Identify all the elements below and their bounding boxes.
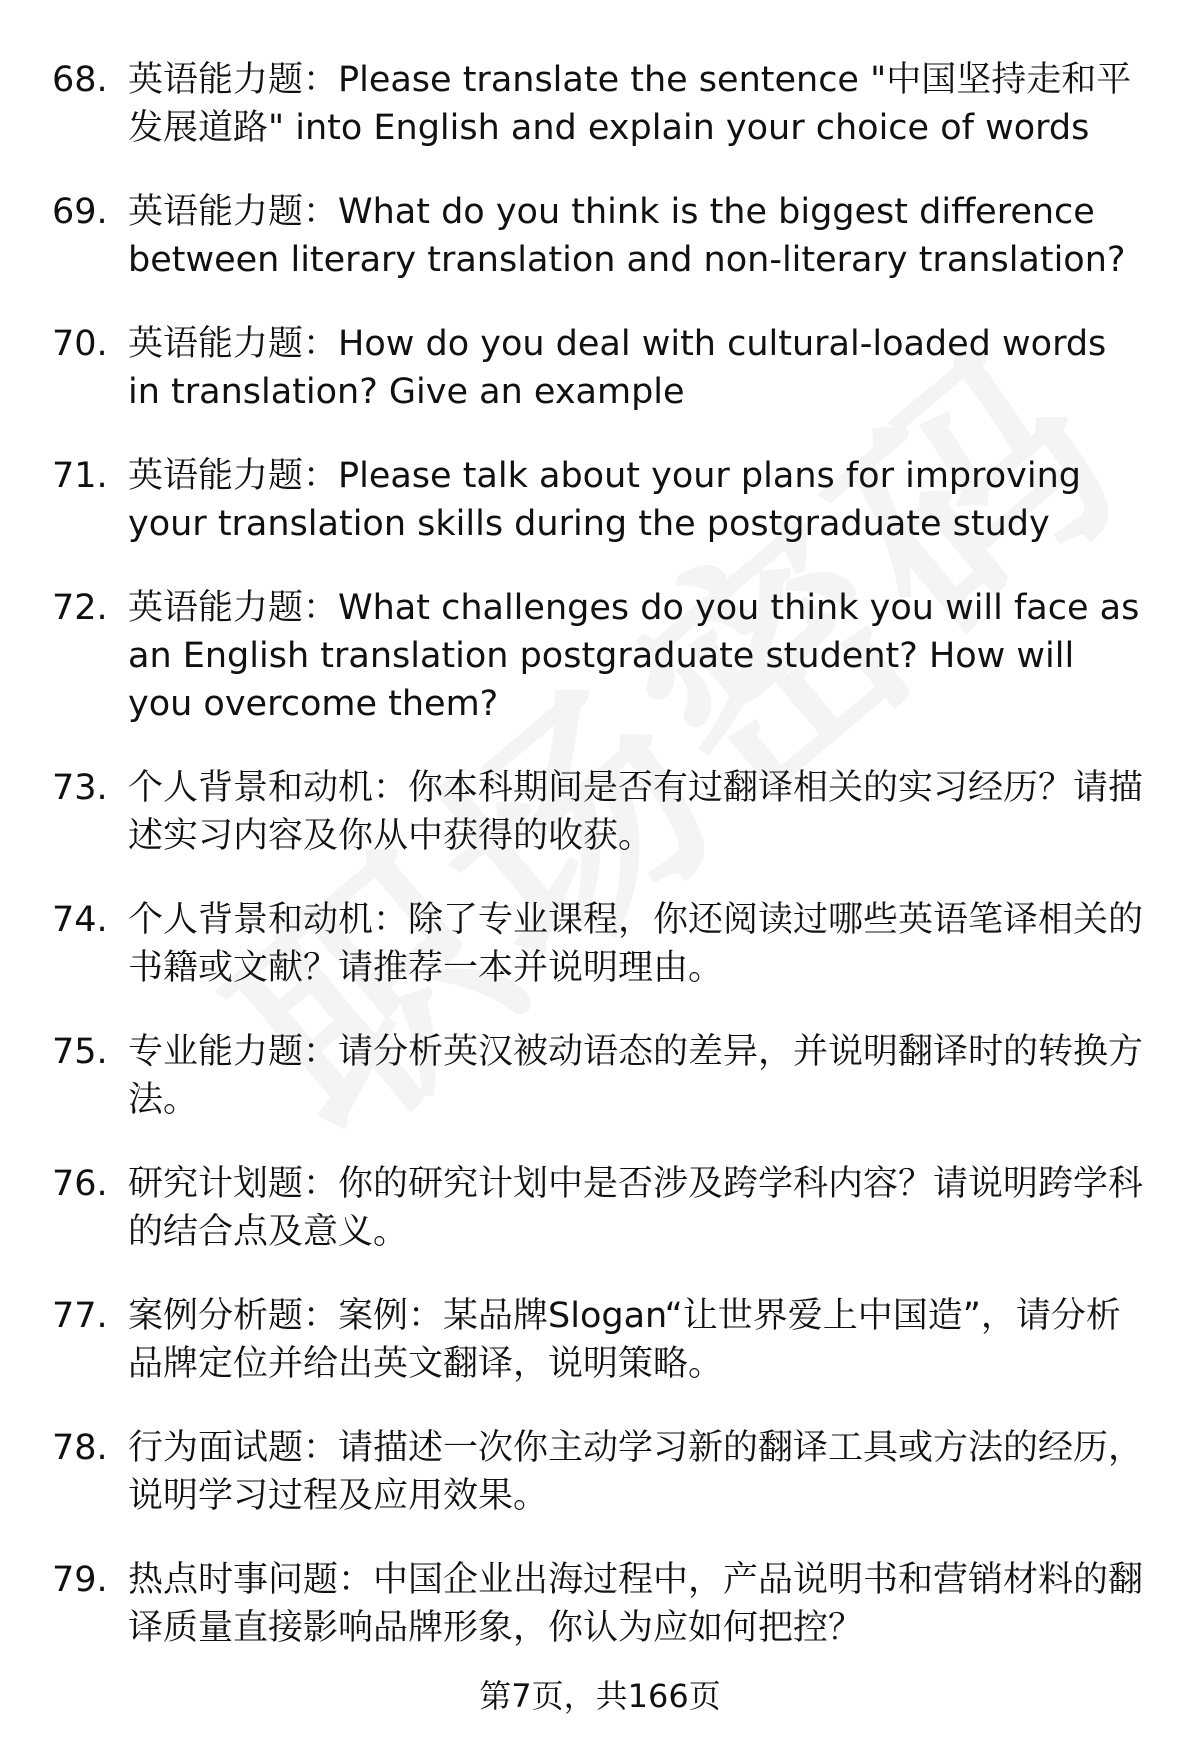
question-number: 72. <box>52 588 108 628</box>
question-text: 研究计划题：你的研究计划中是否涉及跨学科内容？请说明跨学科的结合点及意义。 <box>128 1164 1144 1252</box>
question-list <box>0 56 1200 1688</box>
question-text: 英语能力题：What challenges do you think you will face as an English translation postgraduate student? How will you overcome them? <box>128 588 1140 724</box>
question-text: 英语能力题：Please translate the sentence "中国坚持走和平发展道路" into English and explain your choice of words <box>128 60 1132 148</box>
question-item <box>0 584 1200 728</box>
question-number: 78. <box>52 1428 108 1468</box>
question-text: 案例分析题：案例：某品牌Slogan“让世界爱上中国造”，请分析品牌定位并给出英文翻译，说明策略。 <box>128 1296 1121 1384</box>
question-text: 行为面试题：请描述一次你主动学习新的翻译工具或方法的经历，说明学习过程及应用效果。 <box>128 1428 1144 1516</box>
question-text: 个人背景和动机：除了专业课程，你还阅读过哪些英语笔译相关的书籍或文献？请推荐一本并说明理由。 <box>128 900 1144 988</box>
question-text: 英语能力题：What do you think is the biggest difference between literary translation and non-literary translation? <box>128 192 1126 280</box>
question-item <box>0 320 1200 416</box>
question-item <box>0 1160 1200 1256</box>
question-number: 77. <box>52 1296 108 1336</box>
question-item <box>0 188 1200 284</box>
question-number: 69. <box>52 192 108 232</box>
question-text: 热点时事问题：中国企业出海过程中，产品说明书和营销材料的翻译质量直接影响品牌形象，你认为应如何把控？ <box>128 1560 1144 1648</box>
question-text: 英语能力题：Please talk about your plans for improving your translation skills during the postgraduate study <box>128 456 1082 544</box>
question-text: 英语能力题：How do you deal with cultural-loaded words in translation? Give an example <box>128 324 1107 412</box>
question-item <box>0 1424 1200 1520</box>
page-footer: 第7页，共166页 <box>479 1677 721 1715</box>
question-item <box>0 896 1200 992</box>
question-item <box>0 1028 1200 1124</box>
question-number: 76. <box>52 1164 108 1204</box>
question-text: 专业能力题：请分析英汉被动语态的差异，并说明翻译时的转换方法。 <box>128 1032 1144 1120</box>
question-item <box>0 1556 1200 1652</box>
question-text: 个人背景和动机：你本科期间是否有过翻译相关的实习经历？请描述实习内容及你从中获得的收获。 <box>128 768 1144 856</box>
question-item <box>0 1292 1200 1388</box>
question-item <box>0 452 1200 548</box>
question-number: 68. <box>52 60 108 100</box>
question-item <box>0 764 1200 860</box>
question-number: 73. <box>52 768 108 808</box>
question-number: 79. <box>52 1560 108 1600</box>
question-number: 70. <box>52 324 108 364</box>
question-number: 75. <box>52 1032 108 1072</box>
question-item <box>0 56 1200 152</box>
question-number: 74. <box>52 900 108 940</box>
question-number: 71. <box>52 456 108 496</box>
